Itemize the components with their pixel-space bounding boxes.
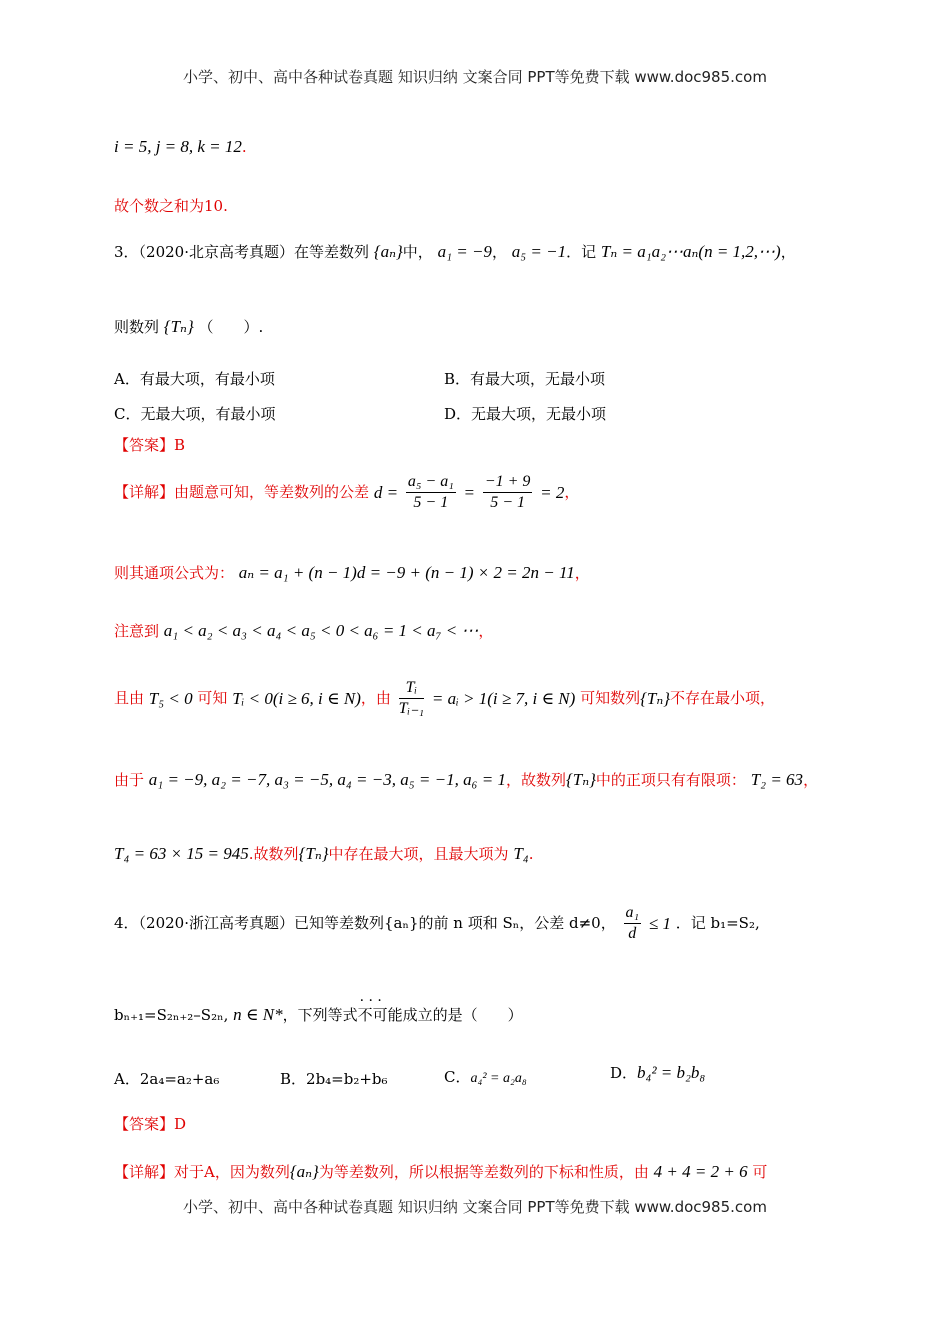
q3-detail-2 — [114, 564, 590, 581]
q3-d1-end: ， — [564, 483, 580, 501]
q3-number: 3． — [114, 243, 139, 261]
q4-line2-a: bₙ₊₁=S₂ₙ₊₂–S₂ₙ, — [114, 1006, 229, 1024]
q3-detail-3 — [114, 622, 493, 639]
q3-d5-t1: 由于 — [114, 771, 145, 789]
q3-detail-label: 【详解】 — [114, 483, 175, 501]
q3-d4-t5: 不存在最小项， — [670, 689, 776, 707]
q4-d1-formula: 4 + 4 = 2 + 6 — [653, 1162, 748, 1181]
q3-ask-suffix: （ ）. — [198, 318, 264, 336]
q3-end: ， — [780, 243, 796, 261]
q4-option-B: B．2b₄=b₂+b₆ — [280, 1070, 388, 1088]
q3-detail-6 — [114, 845, 533, 862]
q3-d1-frac-1 — [406, 474, 456, 511]
q3-ask-prefix: 则数列 — [114, 318, 160, 336]
q3-d4-f3: = aᵢ > 1(i ≥ 7, i ∈ N) — [431, 689, 576, 708]
q3-d2-text: 则其通项公式为： — [114, 564, 235, 582]
q4-text1: （2020·浙江高考真题）已知等差数列{aₙ}的前 n 项和 Sₙ，公差 d≠0， — [138, 914, 616, 932]
q3-ji: ．记 — [566, 243, 597, 261]
q3-d5-f2: T₂ = 63 — [750, 770, 804, 789]
q4-detail-1 — [114, 1163, 767, 1180]
q3-d6-f1: T₄ = 63 × 15 = 945 — [114, 844, 249, 863]
q4-option-D-label: D． — [610, 1064, 638, 1082]
q3-option-B: B．有最大项，无最小项 — [444, 370, 606, 388]
q4-line2-b: ，下列等式 — [282, 1006, 358, 1024]
q3-detail-1 — [114, 474, 579, 511]
q3-detail-5 — [114, 771, 818, 788]
prev-formula: i = 5, j = 8, k = 12 — [114, 137, 242, 156]
q4-number: 4． — [114, 914, 139, 932]
q3-option-C: C．无最大项，有最小项 — [114, 405, 276, 423]
q3-d1-frac-2 — [483, 474, 533, 511]
q3-d3-text: 注意到 — [114, 622, 160, 640]
q3-seq-a: {aₙ} — [373, 242, 403, 261]
q4-option-D — [610, 1062, 705, 1083]
q3-d5-t2: ，故数列 — [505, 771, 566, 789]
q3-ask — [114, 318, 263, 335]
page-footer: 小学、初中、高中各种试卷真题 知识归纳 文案合同 PPT等免费下载 www.doc985.com — [183, 1198, 767, 1216]
q3-d4-t1: 且由 — [114, 689, 145, 707]
q3-a5: a₅ = −1 — [511, 242, 567, 261]
q4-frac-num: a₁ — [624, 905, 642, 924]
q3-d4-t2: 可知 — [197, 689, 228, 707]
q3-answer: 【答案】B — [114, 436, 186, 454]
q3-d5-seq: {Tₙ} — [565, 770, 596, 789]
q3-d3-formula: a₁ < a₂ < a₃ < a₄ < a₅ < 0 < a₆ = 1 < a₇ < ⋯ — [163, 621, 479, 640]
prev-formula-line — [114, 138, 247, 155]
q3-a1: a₁ = −9 — [437, 242, 492, 261]
q3-d4-frac-den: Tᵢ₋₁ — [398, 700, 425, 717]
q3-d1-lhs: d = — [373, 483, 399, 502]
q3-d3-end: ， — [478, 622, 494, 640]
page-header: 小学、初中、高中各种试卷真题 知识归纳 文案合同 PPT等免费下载 www.doc985.com — [183, 68, 767, 86]
q3-d6-f2: T₄ — [513, 844, 529, 863]
q3-d6-end: . — [528, 845, 534, 863]
q4-option-C — [444, 1066, 527, 1087]
q3-d4-t4: 可知数列 — [580, 689, 641, 707]
q4-line2-formula: n ∈ N* — [233, 1005, 283, 1024]
q4-stem — [114, 905, 760, 942]
q3-option-D: D．无最大项，无最小项 — [444, 405, 607, 423]
q3-d5-end: ， — [803, 771, 819, 789]
q3-d4-seq: {Tₙ} — [640, 689, 671, 708]
q4-frac — [624, 905, 642, 942]
q3-d2-end: ， — [574, 564, 590, 582]
q3-d1-result: = 2 — [540, 483, 565, 502]
q3-d1-den-1: 5 − 1 — [413, 494, 449, 511]
q4-d1-t3: 可 — [752, 1163, 768, 1181]
q4-frac-den: d — [628, 925, 637, 942]
q3-d5-f1: a₁ = −9, a₂ = −7, a₃ = −5, a₄ = −3, a₅ = −1, a₆ = 1 — [148, 770, 506, 789]
q3-d6-seq: {Tₙ} — [298, 844, 329, 863]
q3-d4-f2: Tᵢ < 0(i ≥ 6, i ∈ N) — [232, 689, 361, 708]
q4-d1-t2: 为等差数列，所以根据等差数列的下标和性质，由 — [318, 1163, 649, 1181]
q3-d4-t3: ，由 — [360, 689, 391, 707]
q4-d1-t1: 对于A，因为数列 — [174, 1163, 290, 1181]
q3-d1-den-2: 5 − 1 — [490, 494, 525, 511]
q3-d1-eq: = — [463, 483, 476, 502]
q3-mid: 中， — [402, 243, 433, 261]
q3-Tn-def: Tₙ = a₁a₂⋯aₙ(n = 1,2,⋯) — [600, 242, 781, 261]
q4-le: ≤ 1 — [648, 914, 671, 933]
q4-answer: 【答案】D — [114, 1115, 187, 1133]
q3-d6-t2: 中存在最大项，且最大项为 — [328, 845, 509, 863]
q4-option-D-formula: b₄² = b₂b₈ — [637, 1063, 706, 1082]
q3-d1-num-1: a₅ − a₁ — [406, 474, 456, 493]
q3-comma: ， — [491, 243, 507, 261]
q4-option-C-formula: a₄² = a₂a₈ — [470, 1071, 527, 1086]
q4-d1-seq: {aₙ} — [289, 1162, 319, 1181]
q3-seq-T: {Tₙ} — [163, 317, 194, 336]
q3-d1-text: 由题意可知，等差数列的公差 — [174, 483, 370, 501]
q3-d4-f1: T₅ < 0 — [148, 689, 193, 708]
q3-option-A: A．有最大项，有最小项 — [114, 370, 275, 388]
q4-detail-label: 【详解】 — [114, 1163, 175, 1181]
q4-stem-2 — [114, 1006, 523, 1023]
q4-line2-c: 成立的是（ ） — [402, 1006, 523, 1024]
q3-d2-formula: aₙ = a₁ + (n − 1)d = −9 + (n − 1) × 2 = 2n − 11 — [238, 563, 575, 582]
q3-detail-4 — [114, 680, 775, 717]
q4-line2-emphasis: · · 不可能 — [358, 1008, 403, 1023]
q3-source: （2020·北京高考真题）在等差数列 — [138, 243, 369, 261]
q3-d4-frac — [399, 680, 424, 717]
q4-text2: ．记 b₁=S₂, — [675, 914, 760, 932]
prev-sum-text: 故个数之和为10. — [114, 197, 228, 215]
q3-stem — [114, 243, 796, 260]
q4-option-C-label: C． — [444, 1068, 471, 1086]
prev-dot: . — [241, 138, 247, 156]
q4-option-A: A．2a₄=a₂+a₆ — [114, 1070, 220, 1088]
q3-d4-frac-num: Tᵢ — [399, 680, 424, 699]
q3-d5-t3: 中的正项只有有限项： — [595, 771, 746, 789]
q3-d6-t1: .故数列 — [248, 845, 299, 863]
q3-d1-num-2: −1 + 9 — [483, 474, 533, 493]
